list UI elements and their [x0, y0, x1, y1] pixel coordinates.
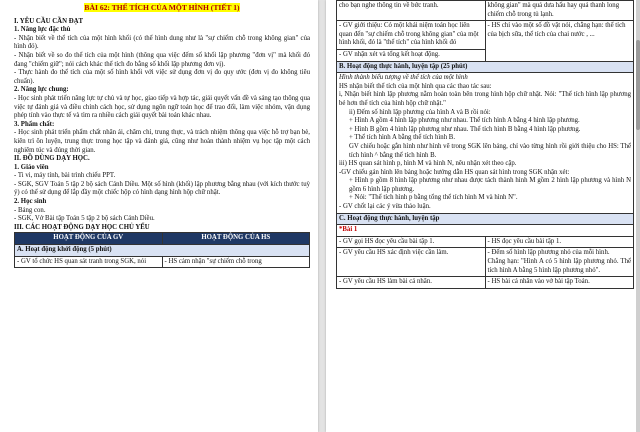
- paragraph: - Học sinh phát triển năng lực tự chủ và tự học, giao tiếp và hợp tác, giải quyết vấn đề và sáng tạo thông qua việc tự đánh giá và điều chỉnh cách học, sử dụng ngôn ngữ toán học để trao đổi, làm việc nhóm, vận dụng phép tính vào thực tế và tìm ra nhiều cách giải quyết bài toán khác nhau.: [14, 94, 310, 120]
- section-row-exercise: C. Hoạt động thực hành, luyện tập: [337, 213, 634, 225]
- heading-objectives: I. YÊU CẦU CẦN ĐẠT: [14, 17, 84, 25]
- table-row: [337, 21, 634, 50]
- heading-specific-competence: 1. Năng lực đặc thù: [14, 26, 71, 34]
- paragraph: + Nói: "Thể tích hình p bằng tổng thể tích hình M và hình N".: [349, 194, 518, 202]
- paragraph: Chẳng hạn: "Hình A có 5 hình lập phương nhỏ. Thể tích hình A bằng 5 hình lập phương nhỏ".: [487, 258, 631, 274]
- paragraph: - SGK, Vở Bài tập Toán 5 tập 2 bộ sách Cánh Diều.: [14, 215, 155, 223]
- paragraph: + Thể tích hình A bằng thể tích hình B.: [349, 134, 456, 142]
- paragraph: + Hình p gồm 8 hình lập phương như nhau được tách thành hình M gồm 2 hình lập phương và hình N gồm 6 hình lập phương.: [349, 177, 631, 193]
- paragraph: - Nhận biết về so đo thể tích của một hình (thông qua việc đếm số khối lập phương "đơn vị" mà khối đó đang "chiếm giữ"; nói cách khác thể tích đo bằng số khối lập phương đơn vị).: [14, 51, 310, 68]
- table-row: [337, 236, 634, 248]
- paragraph: ii) Đếm số hình lập phương của hình A và B rồi nói:: [349, 108, 491, 116]
- lesson-title: BÀI 62: THỂ TÍCH CỦA MỘT HÌNH (TIẾT 1): [84, 3, 240, 12]
- column-header-student: HOẠT ĐỘNG CỦA HS: [162, 233, 310, 245]
- section-row-practice: B. Hoạt động thực hành, luyện tập (25 phút): [337, 61, 634, 73]
- table-cell: - GV yêu cầu HS xác định việc cần làm.: [337, 248, 486, 277]
- heading-activities: III. CÁC HOẠT ĐỘNG DẠY HỌC CHỦ YẾU: [14, 223, 150, 231]
- paragraph: + Hình A gồm 4 hình lập phương như nhau. Thể tích hình A bằng 4 hình lập phương.: [349, 117, 580, 125]
- paragraph: -GV chiếu gán hình lên bảng hoặc hướng dẫn HS quan sát hình trong SGK nhận xét:: [339, 168, 570, 176]
- section-row-warmup: A. Hoạt động khởi động (5 phút): [15, 245, 310, 257]
- paragraph: + Hình B gồm 4 hình lập phương như nhau. Thể tích hình B bằng 4 hình lập phương.: [349, 125, 581, 133]
- table-row: [337, 73, 634, 214]
- paragraph: - Thực hành đo thể tích của một số hình khối với việc sử dụng đơn vị đo quy ước (đơn vị đo không tiêu chuẩn).: [14, 69, 310, 85]
- page-content: [336, 0, 634, 289]
- exercise-label: *Bài 1: [337, 225, 634, 237]
- table-row: [337, 225, 634, 237]
- heading-student: 2. Học sinh: [14, 198, 47, 206]
- table-cell: - GV tổ chức HS quan sát tranh trong SGK, nói: [15, 256, 163, 268]
- paragraph: i, Nhận biết hình lập phương nằm hoàn toàn bên trong hình hộp chữ nhật. Nói: "Thể tích hình lập phương bé hơn thể tích của hình hộp chữ nhật.": [339, 91, 631, 107]
- paragraph: - SGK, SGV Toán 5 tập 2 bộ sách Cánh Diều. Một số hình (khối) lập phương bằng nhau (với kích thước tuỳ ý) có thể sử dụng để lắp đầy một chiếc hộp có hình dạng hình hộp chữ nhật.: [14, 180, 310, 197]
- table-row: [337, 1, 634, 21]
- activities-table-continued: [336, 0, 634, 289]
- heading-general-competence: 2. Năng lực chung:: [14, 86, 69, 94]
- table-cell: - HS bài cá nhân vào vở bài tập Toán.: [485, 277, 634, 289]
- table-cell: - HS chỉ vào một số đồ vật nói, chẳng hạn: thể tích của bịch sữa, thể tích của chai nước , ...: [485, 21, 634, 61]
- table-row: [337, 248, 634, 277]
- column-header-teacher: HOẠT ĐỘNG CỦA GV: [15, 233, 163, 245]
- paragraph: HS nhận biết thể tích của một hình qua các thao tác sau:: [339, 82, 492, 90]
- document-page-left: [0, 0, 318, 432]
- heading-teacher: 1. Giáo viên: [14, 163, 49, 171]
- paragraph: - Đếm số hình lập phương nhỏ của mỗi hình.: [487, 249, 610, 257]
- table-cell: - HS đọc yêu cầu bài tập 1.: [485, 236, 634, 248]
- table-cell: - GV giới thiệu: Có một khái niệm toán học liên quan đến "sự chiếm chỗ trong không gian" của một hình khối, đó là "thể tích" của hình khối đó: [337, 21, 486, 50]
- paragraph: - Bảng con.: [14, 206, 46, 214]
- paragraph: - Ti vi, máy tính, bài trình chiếu PPT.: [14, 172, 116, 180]
- table-cell: - GV nhận xét và tổng kết hoạt động.: [337, 49, 486, 61]
- table-cell: - GV yêu cầu HS làm bài cá nhân.: [337, 277, 486, 289]
- heading-qualities: 3. Phẩm chất:: [14, 120, 55, 128]
- paragraph: - Nhận biết về thể tích của một hình khối (có thể hình dung như là "sự chiếm chỗ trong không gian" của hình đó).: [14, 34, 310, 51]
- page-content: [14, 2, 310, 268]
- paragraph: - GV chốt lại các ý vừa thảo luận.: [339, 203, 431, 211]
- table-cell: - HS cảm nhận "sự chiếm chỗ trong: [162, 256, 310, 268]
- subheading: Hình thành biểu tượng về thể tích của một hình: [339, 74, 468, 82]
- paragraph: GV chiếu hoặc gắn hình như hình vẽ trong SGK lên bảng, chỉ vào từng hình rồi giới thiệu cho HS: Thể tích hình ^ bằng thể tích hình B.: [349, 142, 631, 159]
- document-page-right: [326, 0, 640, 432]
- table-cell: - GV gọi HS đọc yêu cầu bài tập 1.: [337, 236, 486, 248]
- scrollbar-thumb[interactable]: [636, 40, 640, 130]
- paragraph: iii) HS quan sát hình p, hình M và hình N, nêu nhận xét theo cặp.: [339, 160, 517, 168]
- table-cell-wide: [337, 73, 634, 214]
- table-cell: không gian" mà quả dưa hấu hay quả thanh long chiếm chỗ trong tủ lạnh.: [485, 1, 634, 21]
- table-cell: cho bạn nghe thông tin về bức tranh.: [337, 1, 486, 21]
- table-row: [337, 277, 634, 289]
- heading-materials: II. ĐỒ DÙNG DẠY HỌC.: [14, 155, 90, 163]
- paragraph: - Học sinh phát triển phẩm chất nhân ái, chăm chỉ, trung thực, và trách nhiệm thông qua việc hỗ trợ bạn bè, kiên trì ôn luyện, trung thực trong học tập và đánh giá, cũng như hoàn thành nhiệm vụ học tập một cách nghiêm túc và đúng thời gian.: [14, 129, 310, 154]
- table-cell: [485, 248, 634, 277]
- table-row: [15, 256, 310, 268]
- activities-table: [14, 232, 310, 268]
